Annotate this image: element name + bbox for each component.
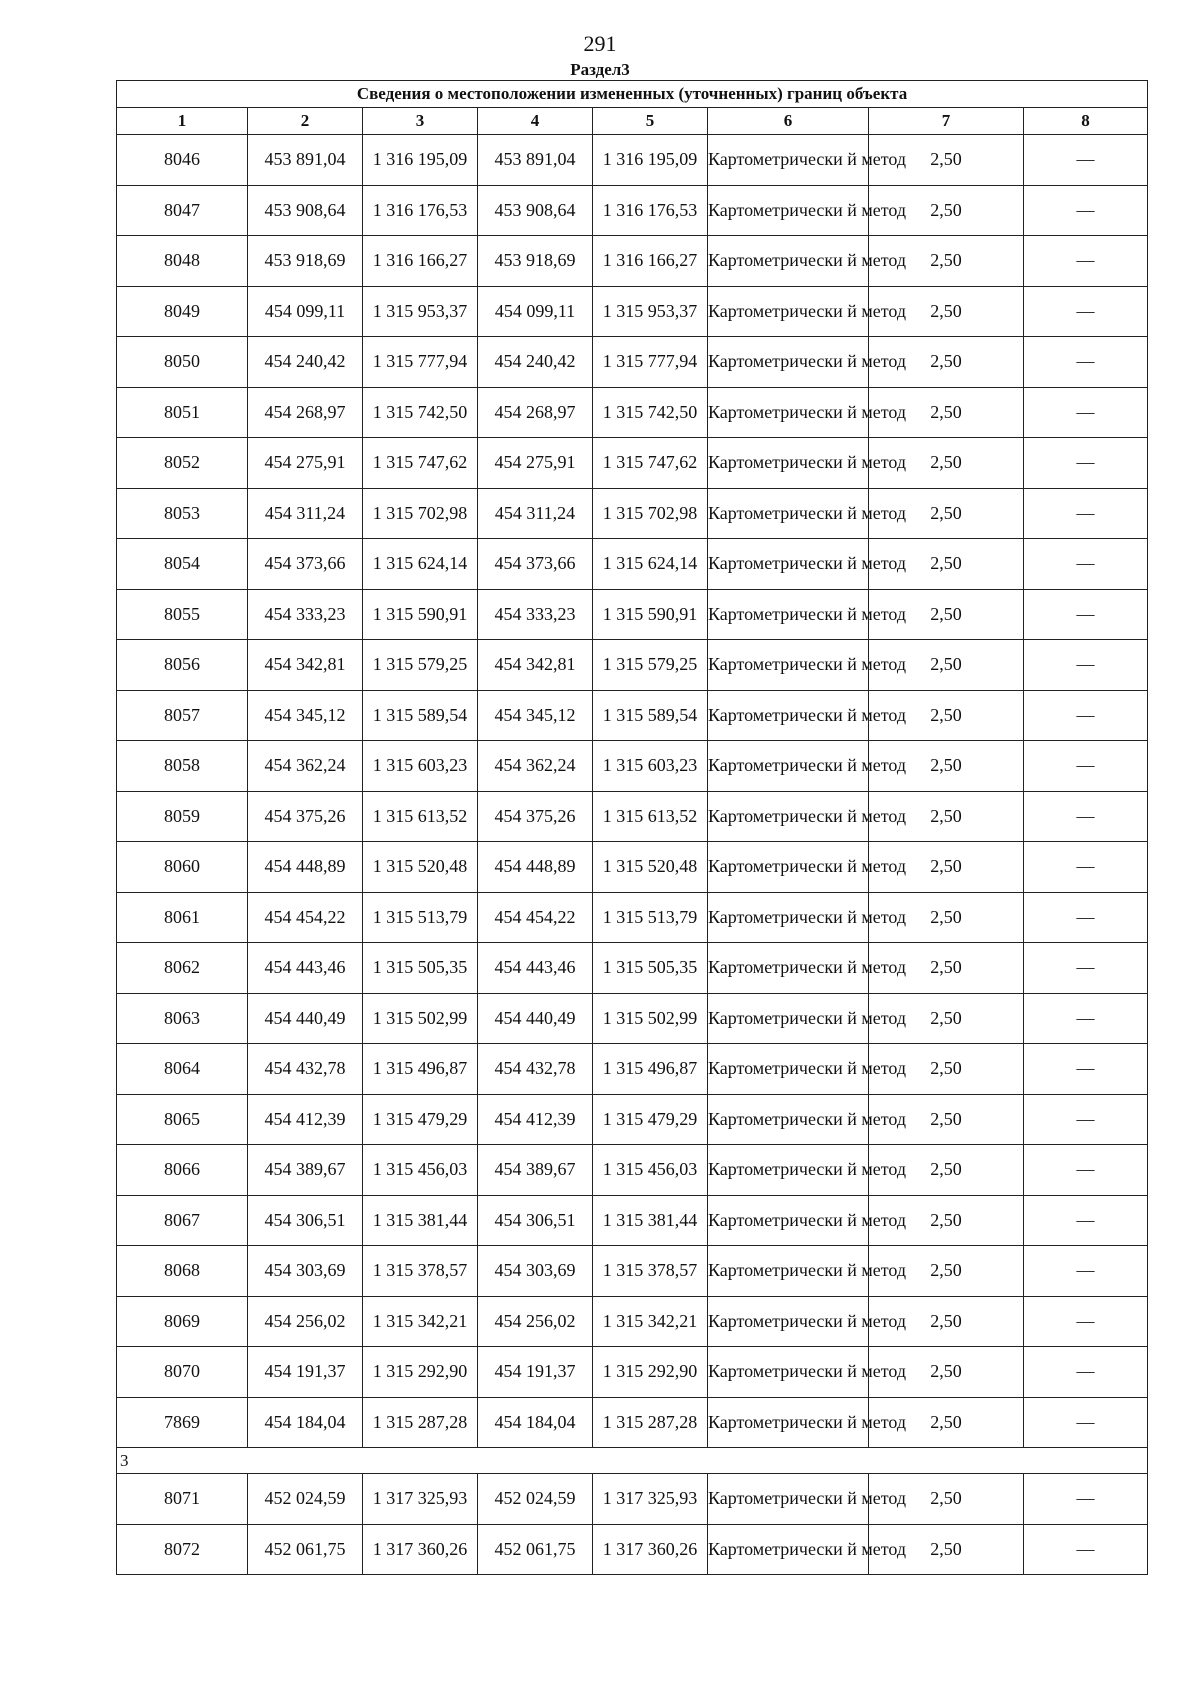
table-cell: 2,50 [869, 438, 1024, 489]
dash-cell: — [1024, 892, 1148, 943]
table-cell: 1 315 624,14 [593, 539, 708, 590]
table-cell: 454 333,23 [248, 589, 363, 640]
table-cell: 2,50 [869, 488, 1024, 539]
table-cell: 1 316 166,27 [593, 236, 708, 287]
table-cell: 454 191,37 [478, 1347, 593, 1398]
table-cell: 454 275,91 [248, 438, 363, 489]
dash-cell: — [1024, 337, 1148, 388]
table-cell: 8069 [117, 1296, 248, 1347]
table-cell: 8050 [117, 337, 248, 388]
section-title: Раздел3 [570, 60, 630, 79]
dash-cell: — [1024, 1296, 1148, 1347]
column-number: 5 [593, 108, 708, 135]
table-row [117, 488, 1148, 539]
table-cell: 2,50 [869, 1246, 1024, 1297]
table-cell: 2,50 [869, 1347, 1024, 1398]
table-cell: 453 908,64 [478, 185, 593, 236]
table-cell: 454 268,97 [478, 387, 593, 438]
table-cell: 1 315 613,52 [363, 791, 478, 842]
table-row [117, 943, 1148, 994]
dash-cell: — [1024, 1195, 1148, 1246]
table-cell: 454 184,04 [248, 1397, 363, 1448]
table-cell: 2,50 [869, 993, 1024, 1044]
table-row [117, 1347, 1148, 1398]
table-cell: 1 315 603,23 [593, 741, 708, 792]
table-cell: 1 315 613,52 [593, 791, 708, 842]
table-row [117, 993, 1148, 1044]
table-row [117, 1524, 1148, 1575]
table-cell: 8059 [117, 791, 248, 842]
table-cell: 1 315 579,25 [363, 640, 478, 691]
column-number: 8 [1024, 108, 1148, 135]
table-cell: 1 315 502,99 [363, 993, 478, 1044]
method-cell: Картометрически й метод [708, 1145, 869, 1196]
dash-cell: — [1024, 1347, 1148, 1398]
table-cell: 8058 [117, 741, 248, 792]
method-cell: Картометрически й метод [708, 438, 869, 489]
table-cell: 1 316 195,09 [363, 135, 478, 186]
dash-cell: — [1024, 993, 1148, 1044]
table-cell: 454 443,46 [478, 943, 593, 994]
dash-cell: — [1024, 1094, 1148, 1145]
table-cell: 7869 [117, 1397, 248, 1448]
table-cell: 452 024,59 [478, 1474, 593, 1525]
table-cell: 454 345,12 [478, 690, 593, 741]
table-cell: 1 315 513,79 [363, 892, 478, 943]
table-cell: 2,50 [869, 741, 1024, 792]
table-cell: 454 454,22 [248, 892, 363, 943]
table-cell: 2,50 [869, 1094, 1024, 1145]
table-cell: 8052 [117, 438, 248, 489]
table-cell: 454 432,78 [248, 1044, 363, 1095]
dash-cell: — [1024, 589, 1148, 640]
table-cell: 453 908,64 [248, 185, 363, 236]
dash-cell: — [1024, 842, 1148, 893]
table-row [117, 1195, 1148, 1246]
method-cell: Картометрически й метод [708, 1524, 869, 1575]
table-row [117, 539, 1148, 590]
table-row [117, 135, 1148, 186]
table-cell: 454 303,69 [478, 1246, 593, 1297]
dash-cell: — [1024, 539, 1148, 590]
method-cell: Картометрически й метод [708, 640, 869, 691]
dash-cell: — [1024, 1145, 1148, 1196]
table-cell: 453 891,04 [248, 135, 363, 186]
table-cell: 8048 [117, 236, 248, 287]
table-cell: 454 389,67 [248, 1145, 363, 1196]
dash-cell: — [1024, 943, 1148, 994]
table-cell: 1 315 342,21 [363, 1296, 478, 1347]
method-cell: Картометрически й метод [708, 1195, 869, 1246]
table-cell: 1 315 287,28 [363, 1397, 478, 1448]
table-cell: 454 099,11 [478, 286, 593, 337]
table-row [117, 842, 1148, 893]
table-cell: 454 240,42 [478, 337, 593, 388]
table-cell: 1 315 378,57 [593, 1246, 708, 1297]
table-cell: 454 342,81 [478, 640, 593, 691]
dash-cell: — [1024, 1524, 1148, 1575]
method-cell: Картометрически й метод [708, 943, 869, 994]
table-cell: 1 315 590,91 [593, 589, 708, 640]
table-cell: 8057 [117, 690, 248, 741]
table-row [117, 438, 1148, 489]
dash-cell: — [1024, 135, 1148, 186]
column-number: 6 [708, 108, 869, 135]
table-cell: 2,50 [869, 135, 1024, 186]
method-cell: Картометрически й метод [708, 892, 869, 943]
table-cell: 1 315 747,62 [363, 438, 478, 489]
table-cell: 1 315 381,44 [593, 1195, 708, 1246]
contour-label: 3 [117, 1448, 1148, 1474]
table-cell: 454 306,51 [478, 1195, 593, 1246]
table-cell: 454 375,26 [248, 791, 363, 842]
table-cell: 2,50 [869, 185, 1024, 236]
table-cell: 452 061,75 [248, 1524, 363, 1575]
table-cell: 1 315 589,54 [593, 690, 708, 741]
table-cell: 8067 [117, 1195, 248, 1246]
table-row [117, 236, 1148, 287]
table-cell: 1 317 325,93 [593, 1474, 708, 1525]
table-cell: 452 024,59 [248, 1474, 363, 1525]
table-cell: 452 061,75 [478, 1524, 593, 1575]
table-cell: 8068 [117, 1246, 248, 1297]
table-cell: 454 432,78 [478, 1044, 593, 1095]
method-cell: Картометрически й метод [708, 993, 869, 1044]
method-cell: Картометрически й метод [708, 236, 869, 287]
table-cell: 1 315 513,79 [593, 892, 708, 943]
column-number: 3 [363, 108, 478, 135]
table-cell: 1 316 176,53 [593, 185, 708, 236]
table-cell: 454 362,24 [248, 741, 363, 792]
method-cell: Картометрически й метод [708, 741, 869, 792]
table-row [117, 1145, 1148, 1196]
method-cell: Картометрически й метод [708, 539, 869, 590]
table-cell: 1 316 166,27 [363, 236, 478, 287]
dash-cell: — [1024, 640, 1148, 691]
table-cell: 1 315 742,50 [593, 387, 708, 438]
table-row [117, 1296, 1148, 1347]
method-cell: Картометрически й метод [708, 842, 869, 893]
method-cell: Картометрически й метод [708, 1474, 869, 1525]
table-cell: 454 311,24 [478, 488, 593, 539]
table-cell: 8064 [117, 1044, 248, 1095]
method-cell: Картометрически й метод [708, 1296, 869, 1347]
table-cell: 1 315 292,90 [593, 1347, 708, 1398]
method-cell: Картометрически й метод [708, 337, 869, 388]
method-cell: Картометрически й метод [708, 185, 869, 236]
table-cell: 2,50 [869, 1474, 1024, 1525]
table-cell: 453 918,69 [248, 236, 363, 287]
table-cell: 1 315 496,87 [363, 1044, 478, 1095]
table-cell: 1 317 325,93 [363, 1474, 478, 1525]
table-cell: 8072 [117, 1524, 248, 1575]
table-cell: 1 315 777,94 [363, 337, 478, 388]
table-cell: 454 362,24 [478, 741, 593, 792]
table-cell: 8047 [117, 185, 248, 236]
table-cell: 1 315 456,03 [593, 1145, 708, 1196]
method-cell: Картометрически й метод [708, 1094, 869, 1145]
dash-cell: — [1024, 791, 1148, 842]
dash-cell: — [1024, 1246, 1148, 1297]
dash-cell: — [1024, 488, 1148, 539]
table-cell: 8070 [117, 1347, 248, 1398]
table-cell: 454 311,24 [248, 488, 363, 539]
table-cell: 2,50 [869, 690, 1024, 741]
column-number: 4 [478, 108, 593, 135]
table-cell: 454 443,46 [248, 943, 363, 994]
method-cell: Картометрически й метод [708, 589, 869, 640]
dash-cell: — [1024, 438, 1148, 489]
table-cell: 8051 [117, 387, 248, 438]
table-cell: 1 315 953,37 [363, 286, 478, 337]
contour-label-row [117, 1448, 1148, 1474]
table-cell: 1 315 287,28 [593, 1397, 708, 1448]
table-cell: 453 891,04 [478, 135, 593, 186]
table-cell: 1 315 702,98 [593, 488, 708, 539]
method-cell: Картометрически й метод [708, 387, 869, 438]
method-cell: Картометрически й метод [708, 286, 869, 337]
table-row [117, 589, 1148, 640]
table-cell: 8056 [117, 640, 248, 691]
table-cell: 1 315 589,54 [363, 690, 478, 741]
table-cell: 2,50 [869, 791, 1024, 842]
table-caption: Сведения о местоположении измененных (уточненных) границ объекта [117, 81, 1148, 108]
table-cell: 8062 [117, 943, 248, 994]
dash-cell: — [1024, 1044, 1148, 1095]
table-cell: 454 303,69 [248, 1246, 363, 1297]
table-cell: 1 315 479,29 [593, 1094, 708, 1145]
table-row [117, 1246, 1148, 1297]
table-row [117, 1094, 1148, 1145]
dash-cell: — [1024, 1397, 1148, 1448]
table-cell: 1 315 702,98 [363, 488, 478, 539]
method-cell: Картометрически й метод [708, 1246, 869, 1297]
table-cell: 1 315 456,03 [363, 1145, 478, 1196]
table-cell: 1 315 742,50 [363, 387, 478, 438]
table-cell: 8054 [117, 539, 248, 590]
dash-cell: — [1024, 236, 1148, 287]
table-cell: 2,50 [869, 892, 1024, 943]
table-cell: 453 918,69 [478, 236, 593, 287]
table-cell: 454 448,89 [478, 842, 593, 893]
table-cell: 454 389,67 [478, 1145, 593, 1196]
table-cell: 454 333,23 [478, 589, 593, 640]
table-cell: 454 240,42 [248, 337, 363, 388]
method-cell: Картометрически й метод [708, 791, 869, 842]
table-cell: 454 373,66 [478, 539, 593, 590]
table-cell: 8046 [117, 135, 248, 186]
table-row [117, 337, 1148, 388]
dash-cell: — [1024, 185, 1148, 236]
table-cell: 1 315 502,99 [593, 993, 708, 1044]
table-cell: 2,50 [869, 943, 1024, 994]
table-cell: 1 316 195,09 [593, 135, 708, 186]
table-cell: 454 268,97 [248, 387, 363, 438]
table-cell: 454 375,26 [478, 791, 593, 842]
table-cell: 454 440,49 [248, 993, 363, 1044]
dash-cell: — [1024, 1474, 1148, 1525]
table-cell: 454 256,02 [248, 1296, 363, 1347]
table-cell: 1 315 590,91 [363, 589, 478, 640]
table-cell: 1 315 505,35 [593, 943, 708, 994]
table-cell: 454 191,37 [248, 1347, 363, 1398]
method-cell: Картометрически й метод [708, 690, 869, 741]
table-cell: 2,50 [869, 236, 1024, 287]
table-cell: 2,50 [869, 1145, 1024, 1196]
method-cell: Картометрически й метод [708, 1044, 869, 1095]
table-cell: 2,50 [869, 1044, 1024, 1095]
table-row [117, 791, 1148, 842]
table-cell: 1 315 292,90 [363, 1347, 478, 1398]
column-number: 1 [117, 108, 248, 135]
table-cell: 8049 [117, 286, 248, 337]
table-cell: 8066 [117, 1145, 248, 1196]
method-cell: Картометрически й метод [708, 488, 869, 539]
table-row [117, 185, 1148, 236]
table-body [117, 135, 1148, 1575]
table-row [117, 690, 1148, 741]
table-cell: 8063 [117, 993, 248, 1044]
table-cell: 1 315 953,37 [593, 286, 708, 337]
table-cell: 454 342,81 [248, 640, 363, 691]
method-cell: Картометрически й метод [708, 1347, 869, 1398]
method-cell: Картометрически й метод [708, 1397, 869, 1448]
table-cell: 1 317 360,26 [593, 1524, 708, 1575]
table-cell: 1 315 747,62 [593, 438, 708, 489]
table-cell: 454 184,04 [478, 1397, 593, 1448]
table-cell: 8071 [117, 1474, 248, 1525]
table-cell: 2,50 [869, 842, 1024, 893]
table-cell: 8061 [117, 892, 248, 943]
table-cell: 1 315 378,57 [363, 1246, 478, 1297]
column-number-row [117, 108, 1148, 135]
table-cell: 2,50 [869, 1524, 1024, 1575]
column-number: 2 [248, 108, 363, 135]
table-cell: 1 315 505,35 [363, 943, 478, 994]
table-cell: 454 373,66 [248, 539, 363, 590]
table-row [117, 1044, 1148, 1095]
table-cell: 454 099,11 [248, 286, 363, 337]
table-cell: 8053 [117, 488, 248, 539]
table-cell: 454 345,12 [248, 690, 363, 741]
table-cell: 454 256,02 [478, 1296, 593, 1347]
table-cell: 1 317 360,26 [363, 1524, 478, 1575]
table-cell: 454 412,39 [248, 1094, 363, 1145]
table-row [117, 892, 1148, 943]
table-cell: 454 454,22 [478, 892, 593, 943]
table-cell: 8060 [117, 842, 248, 893]
dash-cell: — [1024, 286, 1148, 337]
table-cell: 454 448,89 [248, 842, 363, 893]
table-cell: 1 315 777,94 [593, 337, 708, 388]
table-cell: 1 315 520,48 [593, 842, 708, 893]
table-row [117, 286, 1148, 337]
table-cell: 2,50 [869, 337, 1024, 388]
method-cell: Картометрически й метод [708, 135, 869, 186]
table-row [117, 741, 1148, 792]
coordinates-table [116, 80, 1148, 1575]
page-number: 291 [583, 31, 617, 56]
table-cell: 1 315 624,14 [363, 539, 478, 590]
table-cell: 1 315 381,44 [363, 1195, 478, 1246]
table-cell: 454 275,91 [478, 438, 593, 489]
table-cell: 2,50 [869, 539, 1024, 590]
table-row [117, 1474, 1148, 1525]
table-cell: 8065 [117, 1094, 248, 1145]
table-cell: 2,50 [869, 1397, 1024, 1448]
table-cell: 1 315 496,87 [593, 1044, 708, 1095]
table-cell: 2,50 [869, 640, 1024, 691]
column-number: 7 [869, 108, 1024, 135]
table-cell: 1 315 579,25 [593, 640, 708, 691]
table-row [117, 387, 1148, 438]
dash-cell: — [1024, 387, 1148, 438]
table-cell: 1 315 342,21 [593, 1296, 708, 1347]
table-cell: 8055 [117, 589, 248, 640]
table-row [117, 640, 1148, 691]
table-cell: 2,50 [869, 1195, 1024, 1246]
table-cell: 2,50 [869, 387, 1024, 438]
table-cell: 1 315 479,29 [363, 1094, 478, 1145]
table-row [117, 1397, 1148, 1448]
table-cell: 454 412,39 [478, 1094, 593, 1145]
dash-cell: — [1024, 690, 1148, 741]
table-cell: 1 316 176,53 [363, 185, 478, 236]
table-cell: 454 306,51 [248, 1195, 363, 1246]
dash-cell: — [1024, 741, 1148, 792]
table-cell: 1 315 520,48 [363, 842, 478, 893]
table-cell: 2,50 [869, 286, 1024, 337]
table-cell: 454 440,49 [478, 993, 593, 1044]
table-cell: 2,50 [869, 589, 1024, 640]
table-cell: 2,50 [869, 1296, 1024, 1347]
table-cell: 1 315 603,23 [363, 741, 478, 792]
